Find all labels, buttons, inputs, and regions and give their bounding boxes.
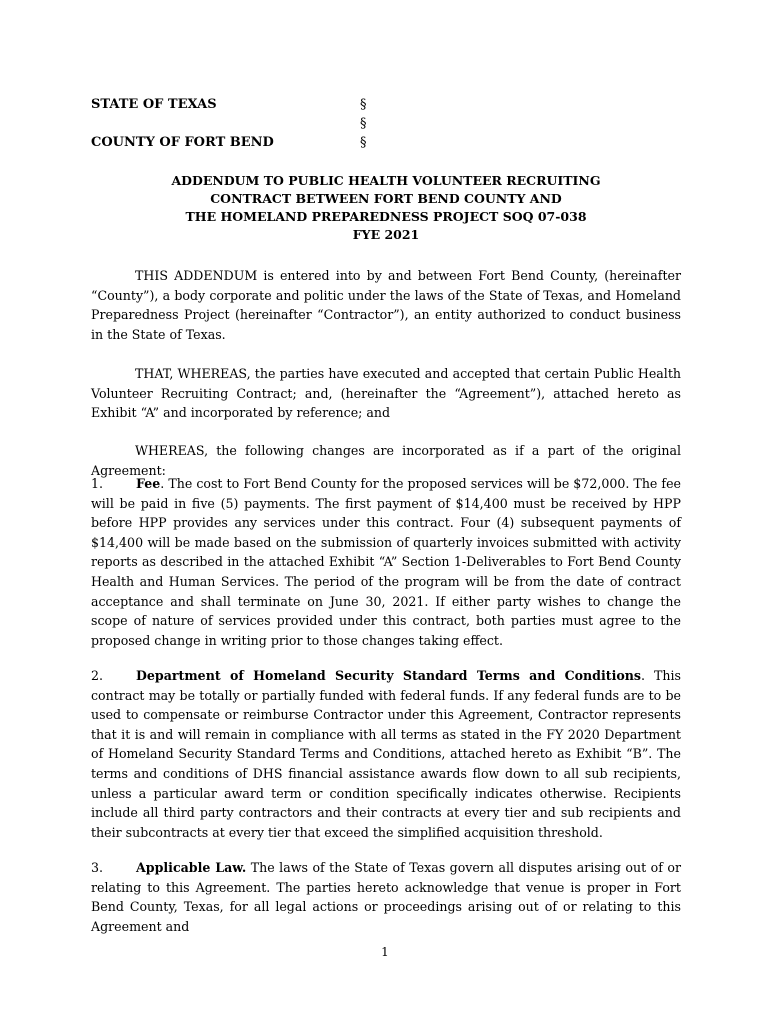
section-heading: Department of Homeland Security Standard Terms and Conditions: [136, 668, 642, 683]
section-mark: §: [360, 97, 367, 112]
section-heading: Fee: [136, 476, 161, 491]
section-number: 2.: [91, 668, 104, 683]
section-mark: §: [360, 116, 367, 131]
section-number: 3.: [91, 860, 104, 875]
section-fee: [91, 474, 681, 650]
section-applicable-law: [91, 858, 681, 936]
title-line-1: ADDENDUM TO PUBLIC HEALTH VOLUNTEER RECRUITING: [171, 173, 601, 188]
whereas-paragraph-2: WHEREAS, the following changes are incorporated as if a part of the original Agreement:: [91, 443, 681, 478]
section-text: . The cost to Fort Bend County for the proposed services will be $72,000. The fee will be paid in five (5) payments. The first payment of $14,400 must be received by HPP before HPP provides any services under this contract. Four (4) subsequent payments of $14,400 will be made based on the submission of quarterly invoices submitted with activity reports as described in the attached Exhibit “A” Section 1-Deliverables to Fort Bend County Health and Human Services. The period of the program will be from the date of contract acceptance and shall terminate on June 30, 2021. If either party wishes to change the scope of nature of services provided under this contract, both parties must agree to the proposed change in writing prior to those changes taking effect.: [91, 476, 681, 648]
section-number: 1.: [91, 476, 104, 491]
document-title: [91, 172, 681, 244]
page-number: 1: [381, 945, 389, 959]
state-label: STATE OF TEXAS: [91, 97, 217, 112]
intro-paragraph: THIS ADDENDUM is entered into by and between Fort Bend County, (hereinafter “County”), a body corporate and politic under the laws of the State of Texas, and Homeland Preparedness Project (hereinafter “Contractor”), an entity authorized to conduct business in the State of Texas.: [91, 268, 681, 342]
whereas-paragraph-1: THAT, WHEREAS, the parties have executed and accepted that certain Public Health Volunteer Recruiting Contract; and, (hereinafter the “Agreement”), attached hereto as Exhibit “A” and incorporated by reference; and: [91, 366, 681, 421]
title-line-3: THE HOMELAND PREPAREDNESS PROJECT SOQ 07-038: [185, 209, 587, 224]
title-line-2: CONTRACT BETWEEN FORT BEND COUNTY AND: [210, 191, 562, 206]
section-mark: §: [360, 135, 367, 150]
title-line-4: FYE 2021: [352, 227, 420, 242]
section-heading: Applicable Law.: [136, 860, 247, 875]
county-label: COUNTY OF FORT BEND: [91, 135, 274, 150]
section-text: The laws of the State of Texas govern all disputes arising out of or relating to this Agreement. The parties hereto acknowledge that venue is proper in Fort Bend County, Texas, for all legal actions or proceedings arising out of or relating to this Agreement and: [91, 860, 681, 934]
section-dhs-terms: [91, 666, 681, 842]
section-text: . This contract may be totally or partially funded with federal funds. If any federal funds are to be used to compensate or reimburse Contractor under this Agreement, Contractor represents that it is and will remain in compliance with all terms as stated in the FY 2020 Department of Homeland Security Standard Terms and Conditions, attached hereto as Exhibit “B”. The terms and conditions of DHS financial assistance awards flow down to all sub recipients, unless a particular award term or condition specifically indicates otherwise. Recipients include all third party contractors and their contracts at every tier and sub recipients and their subcontracts at every tier that exceed the simplified acquisition threshold.: [91, 668, 681, 840]
